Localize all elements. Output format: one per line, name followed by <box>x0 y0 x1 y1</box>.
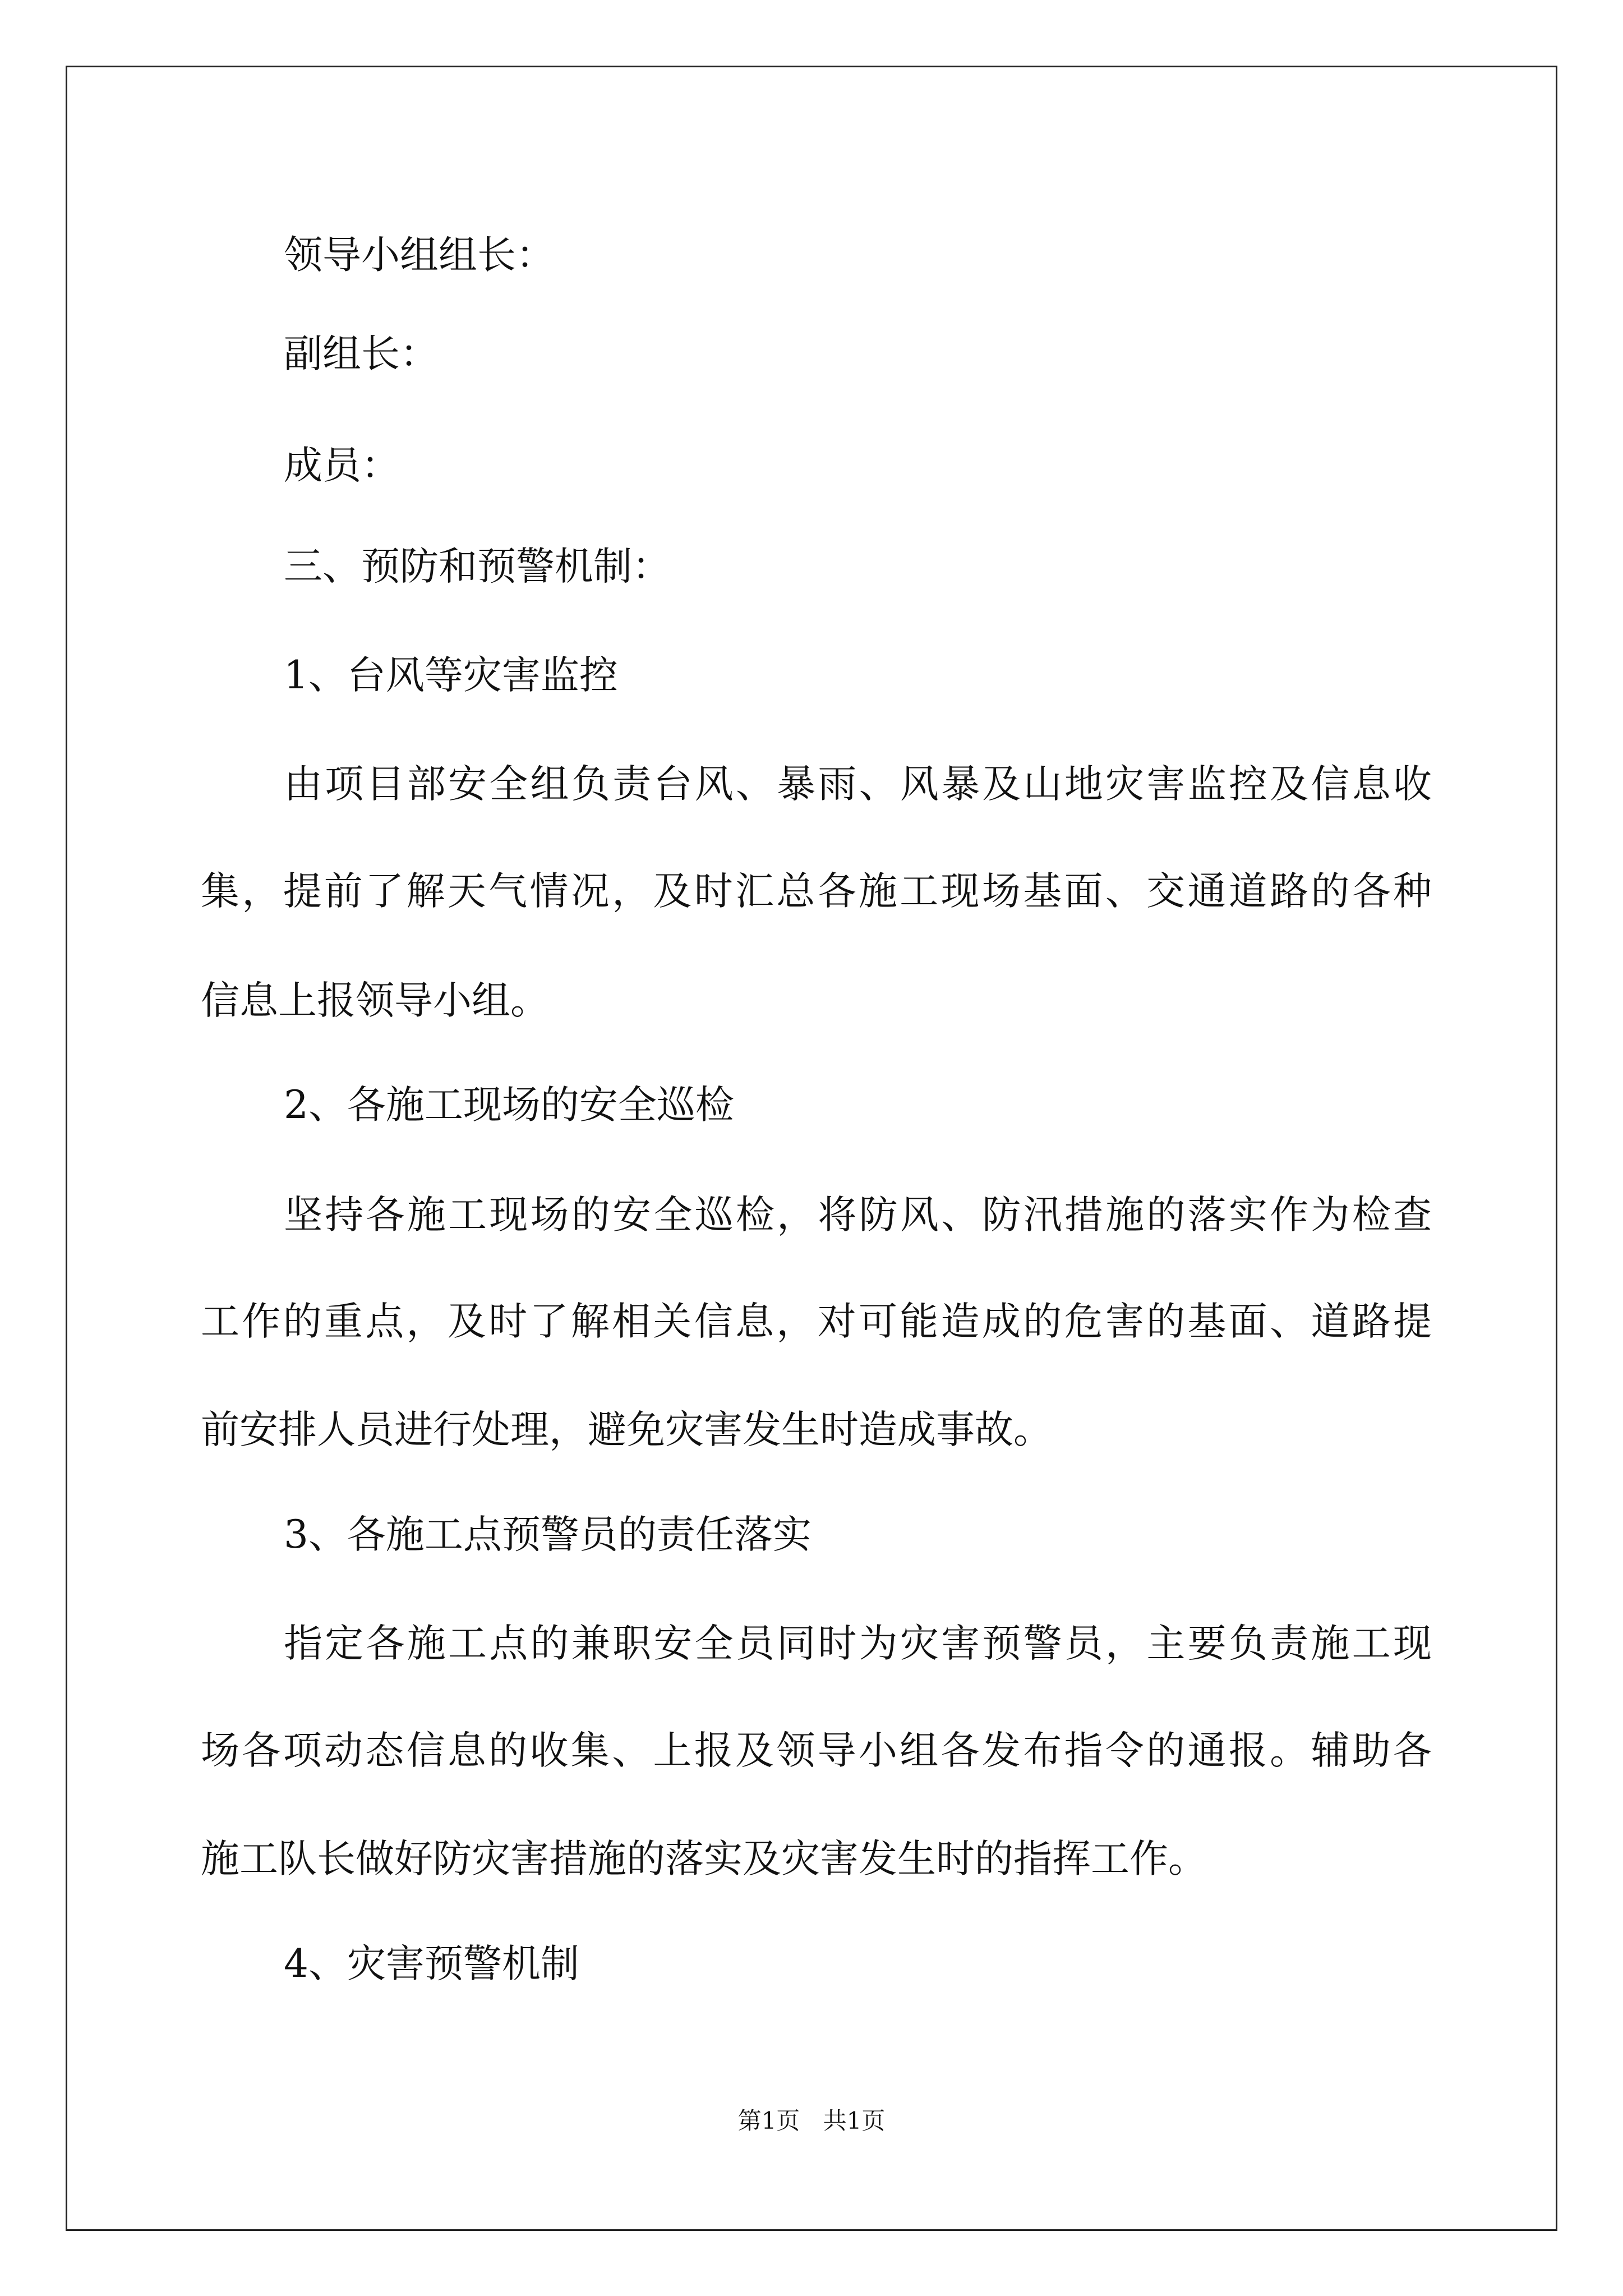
paragraph-2-line-3: 前安排人员进行处理，避免灾害发生时造成事故。 <box>201 1407 1052 1452</box>
paragraph-2-line-2: 工作的重点，及时了解相关信息，对可能造成的危害的基面、道路提 <box>201 1299 1432 1344</box>
page-number-current: 第1页 <box>737 2107 800 2134</box>
paragraph-1-line-1: 由项目部安全组负责台风、暴雨、风暴及山地灾害监控及信息收 <box>284 762 1432 807</box>
paragraph-2-line-1: 坚持各施工现场的安全巡检，将防风、防汛措施的落实作为检查 <box>284 1193 1432 1237</box>
heading-deputy: 副组长： <box>284 332 439 376</box>
paragraph-3-line-2: 场各项动态信息的收集、上报及领导小组各发布指令的通报。辅助各 <box>201 1728 1432 1773</box>
heading-members: 成员： <box>284 443 400 488</box>
section-heading: 三、预防和预警机制： <box>284 544 671 589</box>
heading-leader: 领导小组组长： <box>284 233 555 278</box>
subheading-4: 4、灾害预警机制 <box>284 1941 579 1986</box>
page-border <box>66 66 1557 2231</box>
paragraph-3-line-1: 指定各施工点的兼职安全员同时为灾害预警员，主要负责施工现 <box>284 1621 1432 1666</box>
page-footer <box>0 2109 1623 2133</box>
paragraph-1-line-2: 集，提前了解天气情况，及时汇总各施工现场基面、交通道路的各种 <box>201 869 1432 914</box>
subheading-1: 1、台风等灾害监控 <box>284 653 618 698</box>
paragraph-1-line-3: 信息上报领导小组。 <box>201 978 549 1023</box>
subheading-2: 2、各施工现场的安全巡检 <box>284 1083 734 1128</box>
subheading-3: 3、各施工点预警员的责任落实 <box>284 1512 811 1557</box>
page-number-total: 共1页 <box>823 2107 886 2134</box>
paragraph-3-line-3: 施工队长做好防灾害措施的落实及灾害发生时的指挥工作。 <box>201 1837 1207 1881</box>
